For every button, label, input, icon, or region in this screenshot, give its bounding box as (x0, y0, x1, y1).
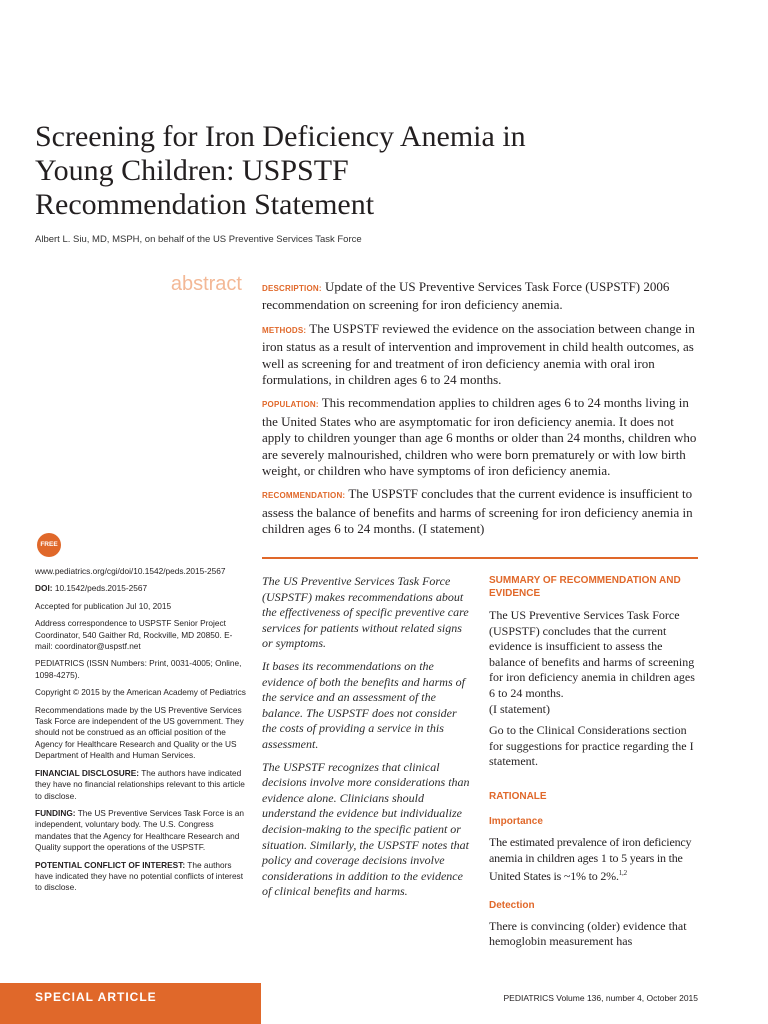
uspstf-intro-column (262, 574, 474, 907)
issn: PEDIATRICS (ISSN Numbers: Print, 0031-4005; Online, 1098-4275). (35, 658, 242, 680)
importance-references[interactable]: 1,2 (618, 869, 627, 878)
correspondence: Address correspondence to USPSTF Senior Project Coordinator, 540 Gaither Rd, Rockville, MD 20850. E-mail: coordinator@uspstf.net (35, 618, 233, 652)
population-text: This recommendation applies to children ages 6 to 24 months living in the United States who are asymptomatic for iron deficiency anemia. It does not apply to children younger than age 6 months or older than 24 months, children who are severely malnourished, children who were born prematurely or with low birth weight, or children who have symptoms of iron deficiency anemia. (262, 395, 697, 479)
financial-disclosure (35, 768, 247, 802)
conflict-of-interest (35, 860, 247, 894)
article-url[interactable]: www.pediatrics.org/cgi/doi/10.1542/peds.2015-2567 (35, 566, 226, 576)
abstract-recommendation (262, 486, 702, 537)
doi-label: DOI: (35, 583, 53, 594)
importance-paragraph (489, 835, 701, 885)
importance-text: The estimated prevalence of iron deficiency anemia in children ages 1 to 5 years in the United States is ~1% to 2%. (489, 834, 692, 884)
abstract-population (262, 395, 702, 479)
description-label: DESCRIPTION: (262, 284, 322, 293)
section-divider (262, 557, 698, 559)
title-line-1: Screening for Iron Deficiency Anemia in (35, 120, 526, 153)
abstract-body (262, 279, 702, 545)
conflict-label: POTENTIAL CONFLICT OF INTEREST: (35, 859, 186, 870)
funding-label: FUNDING: (35, 807, 76, 818)
summary-paragraph: The US Preventive Services Task Force (USPSTF) concludes that the current evidence is insufficient to assess the balance of benefits and harms of screening for iron deficiency anemia in children ages 6 to 24 months. (489, 608, 695, 700)
methods-label: METHODS: (262, 325, 307, 335)
recommendation-label: RECOMMENDATION: (262, 491, 346, 501)
author-line: Albert L. Siu, MD, MSPH, on behalf of the US Preventive Services Task Force (35, 234, 362, 245)
accepted-date: Accepted for publication Jul 10, 2015 (35, 600, 172, 611)
doi-line (35, 583, 247, 594)
intro-paragraph: The USPSTF recognizes that clinical decisions involve more considerations than evidence alone. Clinicians should understand the evidence but individualize decision-making to the specific patient or situation. Similarly, the USPSTF notes that policy and coverage decisions involve considerations in addition to the evidence of clinical benefits and harms. (262, 759, 470, 899)
summary-column (489, 574, 701, 956)
population-label: POPULATION: (262, 400, 319, 410)
article-title (35, 120, 675, 222)
summary-heading: SUMMARY OF RECOMMENDATION AND EVIDENCE (489, 575, 681, 599)
intro-paragraph: The US Preventive Services Task Force (USPSTF) makes recommendations about the effectiveness of specific preventive care services for patients without related signs or symptoms. (262, 574, 469, 651)
financial-label: FINANCIAL DISCLOSURE: (35, 767, 140, 778)
independence-note: Recommendations made by the US Preventive Services Task Force are independent of the US government. They should not be construed as an official position of the Agency for Healthcare Research and Quality or the US Department of Health and Human Services. (35, 704, 244, 761)
conflict-text: The authors have indicated they have no potential conflicts of interest to disclose. (35, 859, 244, 893)
copyright: Copyright © 2015 by the American Academy of Pediatrics (35, 687, 246, 698)
title-line-3: Recommendation Statement (35, 188, 375, 221)
importance-heading: Importance (489, 815, 543, 827)
financial-text: The authors have indicated they have no financial relationships relevant to this article to disclose. (35, 767, 245, 801)
description-text: Update of the US Preventive Services Task Force (USPSTF) 2006 recommendation on screening for iron deficiency anemia. (262, 279, 670, 313)
free-access-badge: FREE (37, 533, 61, 557)
abstract-label: abstract (170, 273, 242, 295)
footer-section-label: SPECIAL ARTICLE (35, 990, 157, 1004)
abstract-methods (262, 321, 702, 389)
detection-heading: Detection (489, 899, 535, 911)
detection-paragraph: There is convincing (older) evidence that hemoglobin measurement has (489, 918, 687, 949)
title-line-2: Young Children: USPSTF (35, 154, 349, 187)
rationale-heading: RATIONALE (489, 790, 547, 802)
footer-journal-info: PEDIATRICS Volume 136, number 4, October 2015 (503, 993, 698, 1003)
methods-text: The USPSTF reviewed the evidence on the association between change in iron status as a result of intervention and improvement in child health outcomes, as well as screening for and treatment of iron deficiency anemia with oral iron formulations, in children ages 6 to 24 months. (262, 320, 695, 388)
intro-paragraph: It bases its recommendations on the evidence of both the benefits and harms of the service and an assessment of the balance. The USPSTF does not consider the costs of providing a service in this assessment. (262, 658, 465, 751)
funding (35, 808, 247, 854)
article-metadata-sidebar (35, 566, 247, 900)
summary-paragraph: Go to the Clinical Considerations section for suggestions for practice regarding the I statement. (489, 723, 694, 769)
summary-statement: (I statement) (489, 701, 550, 716)
recommendation-text: The USPSTF concludes that the current evidence is insufficient to assess the balance of benefits and harms of screening for iron deficiency anemia in children ages 6 to 24 months. (I statement) (262, 486, 693, 537)
funding-text: The US Preventive Services Task Force is an independent, voluntary body. The U.S. Congress mandates that the Agency for Healthcare Research and Quality support the operations of the USPSTF. (35, 807, 245, 853)
doi-value[interactable]: 10.1542/peds.2015-2567 (54, 583, 148, 594)
abstract-description (262, 279, 702, 314)
